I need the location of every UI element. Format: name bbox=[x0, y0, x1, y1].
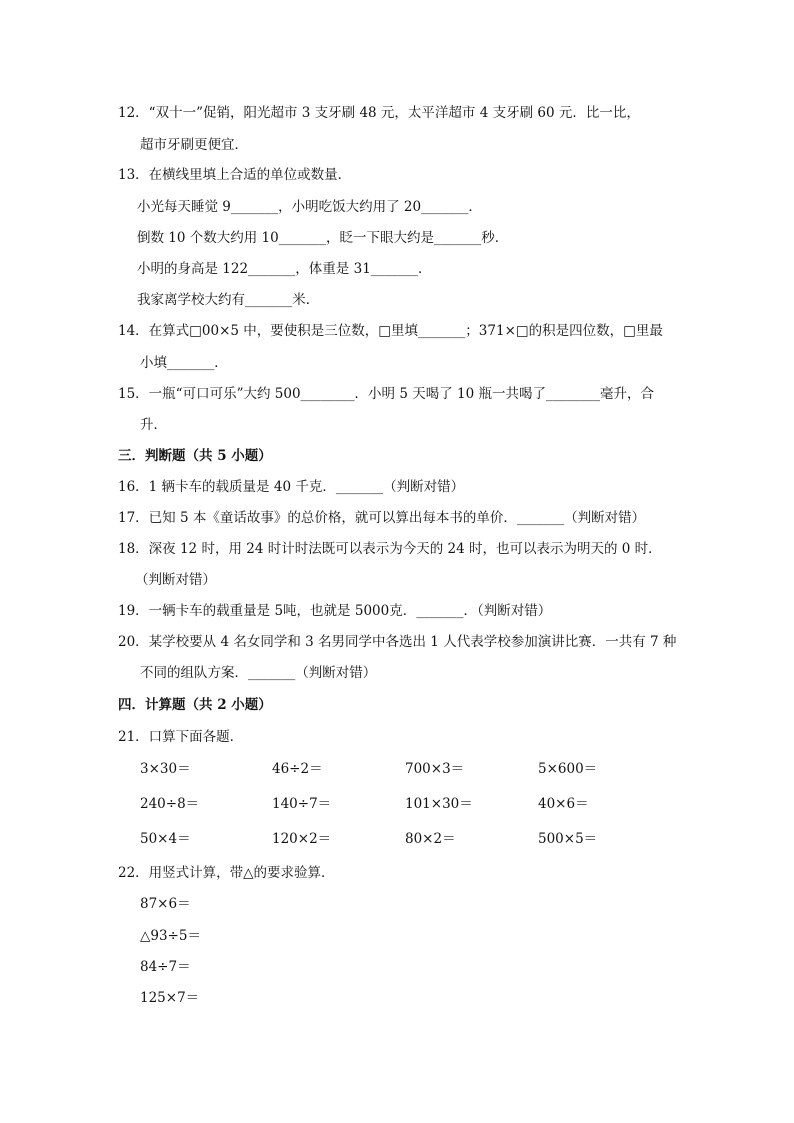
q18-line2: （判断对错） bbox=[135, 572, 216, 588]
q17-line1: 17．已知 5 本《童话故事》的总价格，就可以算出每本书的单价．_______（判断对错） bbox=[118, 510, 646, 526]
q15-line1: 15．一瓶“可口可乐”大约 500________．小明 5 天喝了 10 瓶一共喝了________毫升，合 bbox=[118, 386, 654, 402]
q13-line2: 倒数 10 个数大约用 10_______，眨一下眼大约是_______秒． bbox=[137, 230, 509, 246]
q22-title: 22．用竖式计算，带△的要求验算． bbox=[118, 865, 335, 881]
q21-item: 46÷2＝ bbox=[272, 761, 323, 777]
q21-item: 500×5＝ bbox=[538, 831, 598, 847]
q13-line4: 我家离学校大约有_______米． bbox=[137, 292, 320, 308]
q22-item: 125×7＝ bbox=[140, 990, 200, 1006]
q16-line1: 16．1 辆卡车的载质量是 40 千克．_______（判断对错） bbox=[118, 479, 465, 495]
q21-item: 80×2＝ bbox=[405, 831, 456, 847]
q21-item: 120×2＝ bbox=[272, 831, 332, 847]
q12-line2: 超市牙刷更便宜． bbox=[140, 137, 248, 153]
q20-line2: 不同的组队方案．_______（判断对错） bbox=[140, 665, 377, 681]
q13-line3: 小明的身高是 122_______，体重是 31_______． bbox=[137, 261, 432, 277]
q21-item: 3×30＝ bbox=[140, 761, 191, 777]
q20-line1: 20．某学校要从 4 名女同学和 3 名男同学中各选出 1 人代表学校参加演讲比赛．一共有 7 种 bbox=[118, 634, 677, 650]
q14-line2: 小填_______． bbox=[140, 355, 228, 371]
q21-item: 101×30＝ bbox=[405, 796, 473, 812]
q14-line1: 14．在算式□00×5 中，要使积是三位数，□里填_______；371×□的积是四位数，□里最 bbox=[118, 323, 663, 339]
q21-item: 5×600＝ bbox=[538, 761, 598, 777]
q13-title: 13．在横线里填上合适的单位或数量． bbox=[118, 167, 352, 183]
q21-item: 140÷7＝ bbox=[272, 796, 332, 812]
q21-title: 21．口算下面各题． bbox=[118, 729, 244, 745]
q13-line1: 小光每天睡觉 9_______，小明吃饭大约用了 20_______． bbox=[137, 199, 482, 215]
q21-item: 50×4＝ bbox=[140, 831, 191, 847]
section4-title: 四．计算题（共 2 小题） bbox=[118, 697, 272, 713]
q21-item: 240÷8＝ bbox=[140, 796, 200, 812]
q12-line1: 12．“双十一”促销，阳光超市 3 支牙刷 48 元，太平洋超市 4 支牙刷 60 元．比一比， bbox=[118, 105, 640, 121]
q15-line2: 升． bbox=[140, 417, 167, 433]
q22-item: 84÷7＝ bbox=[140, 959, 191, 975]
q22-item: 87×6＝ bbox=[140, 896, 191, 912]
q21-item: 700×3＝ bbox=[405, 761, 465, 777]
q22-item: △93÷5＝ bbox=[140, 928, 201, 944]
section3-title: 三．判断题（共 5 小题） bbox=[118, 448, 272, 464]
q21-item: 40×6＝ bbox=[538, 796, 589, 812]
q19-line1: 19．一辆卡车的载重量是 5吨，也就是 5000克．_______．（判断对错） bbox=[118, 603, 552, 619]
q18-line1: 18．深夜 12 时，用 24 时计时法既可以表示为今天的 24 时，也可以表示为明天的 0 时． bbox=[118, 541, 662, 557]
